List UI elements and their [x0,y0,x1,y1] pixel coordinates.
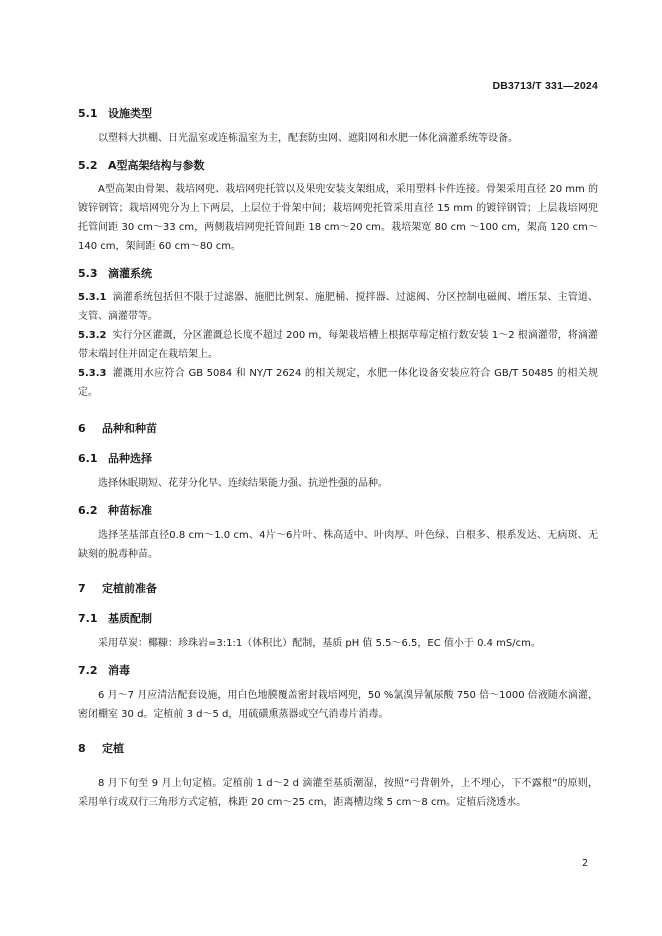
clause-text: 灌溉用水应符合 GB 5084 和 NY/T 2624 的相关规定，水肥一体化设备安装应符合 GB/T 50485 的相关规定。 [78,368,598,398]
chapter-heading-8 [78,740,598,758]
section-heading-5-1 [78,105,598,123]
section-title: 滴灌系统 [108,267,152,280]
paragraph-6-2: 选择茎基部直径0.8 cm～1.0 cm、4片～6片叶、株高适中、叶肉厚、叶色绿、白根多、根系发达、无病斑、无缺刻的脱毒种苗。 [78,530,598,560]
section-number: 5.3 [78,267,98,280]
chapter-number: 6 [78,422,86,435]
section-heading-5-3 [78,265,598,283]
section-heading-5-2 [78,157,598,175]
chapter-number: 8 [78,742,86,755]
section-number: 5.2 [78,159,98,172]
section-number: 7.1 [78,612,98,625]
chapter-number: 7 [78,582,86,595]
paragraph-7-1: 采用草炭：椰糠：珍珠岩=3:1:1（体积比）配制，基质 pH 值 5.5～6.5，EC 值小于 0.4 mS/cm。 [98,638,541,649]
clause-text: 实行分区灌溉，分区灌溉总长度不超过 200 m，每架栽培槽上根据草莓定植行数安装 1～2 根滴灌带，将滴灌带末端封住并固定在栽培架上。 [78,330,598,360]
section-title: 基质配制 [108,612,152,625]
section-heading-6-1 [78,450,598,468]
clause-5-3-2 [78,326,598,364]
clause-5-3-1 [78,288,598,326]
clause-number: 5.3.1 [78,292,107,303]
chapter-title: 定植前准备 [102,582,157,595]
clause-text: 滴灌系统包括但不限于过滤器、施肥比例泵、施肥桶、搅拌器、过滤阀、分区控制电磁阀、增压泵、主管道、支管、滴灌带等。 [78,292,598,322]
document-body [78,105,598,812]
chapter-heading-6 [78,420,598,438]
section-heading-7-2 [78,662,598,680]
paragraph-5-2: A型高架由骨架、栽培网兜、栽培网兜托管以及果兜安装支架组成，采用塑料卡件连接。骨架采用直径 20 mm 的镀锌钢管；栽培网兜分为上下两层，上层位于骨架中间；栽培网兜托管采用直径 15 mm 的镀锌钢管；上层栽培网兜托管间距 30 cm～33 cm，两侧栽培网兜托管间距 18 cm～20 cm。栽培架宽 80 cm ～100 cm，架高 120 cm～140 cm，架间距 60 cm～80 cm。 [78,184,598,252]
clause-number: 5.3.3 [78,368,107,379]
paragraph-5-1: 以塑料大拱棚、日光温室或连栋温室为主，配套防虫网、遮阳网和水肥一体化滴灌系统等设备。 [98,133,518,144]
paragraph-8: 8 月下旬至 9 月上旬定植。定植前 1 d～2 d 滴灌至基质潮湿，按照“弓背朝外，上不埋心，下不露根”的原则，采用单行或双行三角形方式定植，株距 20 cm～25 cm，距离槽边缘 5 cm～8 cm。定植后浇透水。 [78,778,598,808]
section-title: 品种选择 [108,452,152,465]
section-number: 6.1 [78,452,98,465]
chapter-title: 定植 [102,742,124,755]
chapter-heading-7 [78,580,598,598]
section-heading-7-1 [78,610,598,628]
section-number: 5.1 [78,107,98,120]
section-title: 种苗标准 [108,504,152,517]
section-title: 消毒 [108,664,130,677]
section-title: 设施类型 [108,107,152,120]
section-number: 7.2 [78,664,98,677]
clause-number: 5.3.2 [78,330,107,341]
paragraph-6-1: 选择休眠期短、花芽分化早、连续结果能力强、抗逆性强的品种。 [98,478,388,489]
clause-5-3-3 [78,364,598,402]
section-title: A型高架结构与参数 [108,159,205,172]
paragraph-7-2: 6 月～7 月应清洁配套设施，用白色地膜覆盖密封栽培网兜，50 %氯溴异氰尿酸 750 倍～1000 倍液随水滴灌，密闭棚室 30 d。定植前 3 d～5 d，用硫磺熏蒸器或空气消毒片消毒。 [78,690,598,720]
page-number: 2 [581,858,588,869]
chapter-title: 品种和种苗 [102,422,157,435]
section-number: 6.2 [78,504,98,517]
section-heading-6-2 [78,502,598,520]
document-code: DB3713/T 331—2024 [492,80,598,92]
